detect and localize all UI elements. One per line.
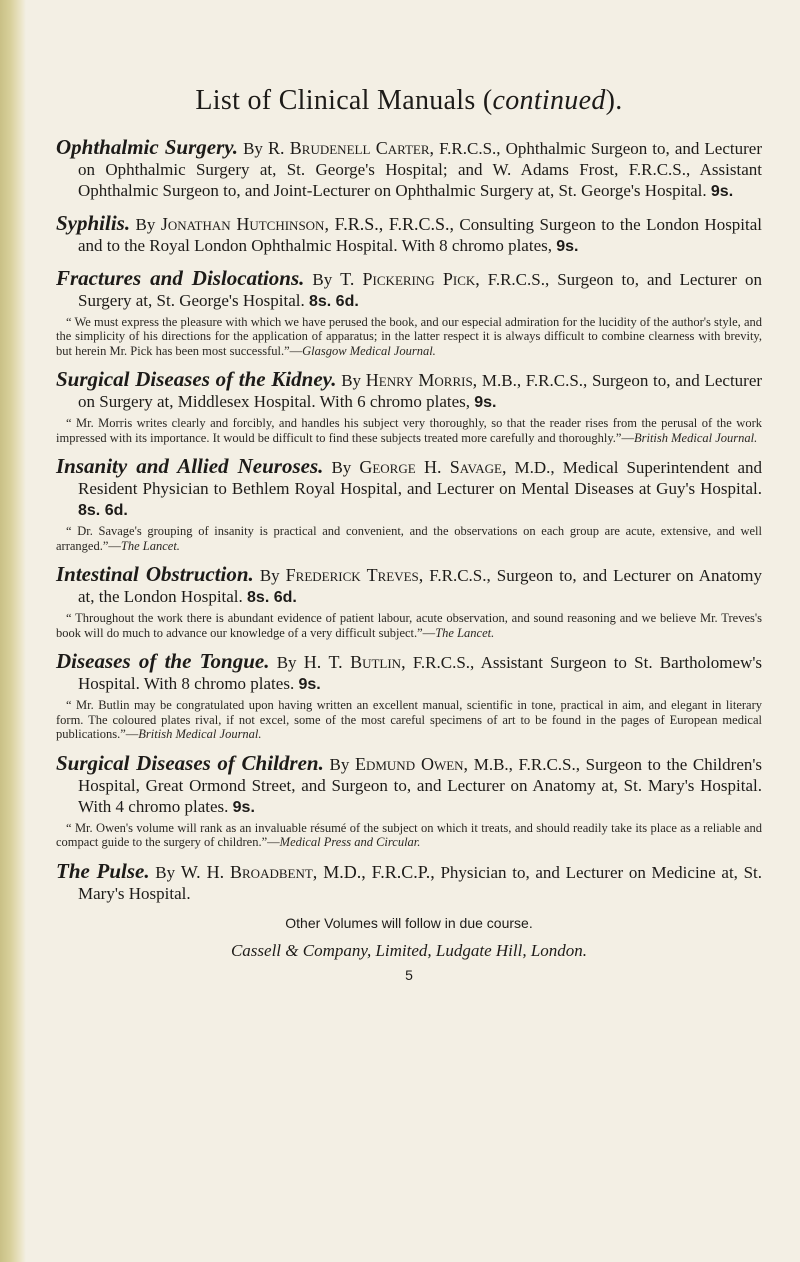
book-author: W. H. Broadbent, M.D., F.R.C.P., xyxy=(180,861,435,882)
page-spine-edge xyxy=(0,0,26,1262)
book-title: Syphilis. xyxy=(56,210,131,235)
book-entry xyxy=(56,564,762,640)
book-details: Consulting Surgeon to the London Hospital and to the Royal London Ophthalmic Hospital. With 8 chromo plates, xyxy=(78,214,763,255)
book-entry xyxy=(56,456,762,553)
book-details: M.D., Medical Superintendent and Resident Physician to Bethlem Royal Hospital, and Lecturer on Mental Diseases at Guy's Hospital. xyxy=(78,458,763,499)
book-details: F.R.C.S., Surgeon to, and Lecturer on Anatomy at, the London Hospital. xyxy=(78,566,763,607)
by-word: By xyxy=(243,138,263,158)
book-author: Henry Morris, xyxy=(365,370,478,391)
entry-heading xyxy=(56,265,762,312)
book-details: Physician to, and Lecturer on Medicine at, St. Mary's Hospital. xyxy=(78,862,763,903)
book-author: H. T. Butlin, xyxy=(303,652,406,673)
by-word: By xyxy=(312,269,333,289)
review-quote xyxy=(56,416,762,445)
running-head-continued: continued xyxy=(492,85,606,116)
by-word: By xyxy=(331,458,352,478)
review-quote xyxy=(56,821,762,850)
entry-heading xyxy=(56,210,763,257)
book-price: 9s. xyxy=(556,237,579,255)
review-quote xyxy=(56,315,762,359)
book-entry xyxy=(56,369,762,445)
review-source: The Lancet. xyxy=(435,625,495,640)
review-text: “ Throughout the work there is abundant evidence of patient labour, acute observation, and sound reasoning and we believe Mr. Treves's book will do much to advance our knowledge of a very difficult subject.”— xyxy=(56,611,762,640)
entry-heading xyxy=(56,651,762,695)
book-author: R. Brudenell Carter, xyxy=(267,137,435,158)
review-quote xyxy=(56,524,762,553)
review-text: “ We must express the pleasure with which we have perused the book, and our especial admiration for the lucidity of the author's style, and the simplicity of his directions for the application of apparatus; in the latter respect it is always difficult to combine clearness with brevity, but herein Mr. Pick has been most successful.”— xyxy=(56,314,762,358)
entry-heading xyxy=(56,369,762,413)
page-number: 5 xyxy=(405,966,413,983)
entry-heading xyxy=(56,564,762,608)
review-quote xyxy=(56,611,762,640)
review-source: Medical Press and Circular. xyxy=(279,835,421,850)
review-text: “ Mr. Owen's volume will rank as an invaluable résumé of the subject on which it treats, and should readily take its place as a reliable and compact guide to the surgery of children.”— xyxy=(56,820,762,850)
publisher-imprint: Cassell & Company, Limited, Ludgate Hill, London. xyxy=(230,940,588,960)
book-title: Diseases of the Tongue. xyxy=(56,649,270,674)
running-head-title: List of Clinical Manuals xyxy=(195,85,476,116)
book-details: M.B., F.R.C.S., Surgeon to, and Lecturer on Surgery at, Middlesex Hospital. With 6 chromo plates, xyxy=(78,371,763,412)
book-entry xyxy=(56,651,762,742)
book-author: Edmund Owen, xyxy=(354,753,469,774)
review-text: “ Mr. Morris writes clearly and forcibly, and handles his subject very thoroughly, so that the reader rises from the perusal of the work impressed with its importance. It would be difficult to find these subjects treated more carefully and thoroughly.”— xyxy=(56,416,762,445)
by-word: By xyxy=(341,371,362,391)
review-source: British Medical Journal. xyxy=(633,430,758,445)
review-quote xyxy=(56,698,762,742)
book-author: T. Pickering Pick, xyxy=(340,268,480,289)
book-price: 9s. xyxy=(710,182,734,200)
book-title: Intestinal Obstruction. xyxy=(56,562,254,587)
book-title: Ophthalmic Surgery. xyxy=(56,134,239,159)
book-details: F.R.C.S., Assistant Surgeon to St. Bartholomew's Hospital. With 8 chromo plates. xyxy=(78,653,763,694)
book-title: Insanity and Allied Neuroses. xyxy=(56,454,324,479)
running-head: List of Clinical Manuals (continued). xyxy=(195,85,623,116)
book-entry xyxy=(56,134,762,202)
entry-heading xyxy=(56,750,763,818)
by-word: By xyxy=(135,214,156,234)
footer-note: Other Volumes will follow in due course. xyxy=(285,914,533,931)
book-details: F.R.C.S., Ophthalmic Surgeon to, and Lecturer on Ophthalmic Surgery at, St. George's Hospital; and W. Adams Frost, F.R.C.S., Assistant Ophthalmic Surgeon to, and Joint-Lecturer on Ophthalmic Surgery at, St. George's Hospital. xyxy=(78,138,762,200)
entries-list xyxy=(56,134,763,904)
by-word: By xyxy=(155,862,176,882)
book-price: 8s. 6d. xyxy=(78,502,128,520)
book-price: 8s. 6d. xyxy=(247,589,297,607)
review-text: “ Mr. Butlin may be congratulated upon having written an excellent manual, scientific in tone, practical in aim, and elegant in literary form. The coloured plates rival, if not excel, some of the most careful specimens of art to be found in the pages of European medical publications.”— xyxy=(56,698,762,742)
review-source: The Lancet. xyxy=(120,538,180,553)
book-title: Fractures and Dislocations. xyxy=(56,265,305,290)
book-entry xyxy=(56,858,763,904)
book-author: Jonathan Hutchinson, F.R.S., F.R.C.S., xyxy=(160,213,454,234)
book-price: 9s. xyxy=(232,798,255,816)
review-source: Glasgow Medical Journal. xyxy=(302,343,436,358)
book-page xyxy=(56,86,762,983)
book-price: 8s. 6d. xyxy=(308,292,359,310)
book-details: F.R.C.S., Surgeon to, and Lecturer on Surgery at, St. George's Hospital. xyxy=(78,269,762,310)
entry-heading xyxy=(56,456,762,521)
book-entry xyxy=(56,265,762,359)
review-text: “ Dr. Savage's grouping of insanity is practical and convenient, and the observations on each group are acute, extensive, and well arranged.”— xyxy=(56,524,762,553)
book-price: 9s. xyxy=(474,394,497,412)
book-entry xyxy=(56,750,763,850)
by-word: By xyxy=(259,566,280,586)
entry-heading xyxy=(56,858,763,904)
book-title: Surgical Diseases of Children. xyxy=(56,750,324,775)
book-price: 9s. xyxy=(298,676,321,694)
by-word: By xyxy=(276,653,297,673)
entry-heading xyxy=(56,134,762,202)
book-author: George H. Savage, xyxy=(359,457,507,478)
book-details: M.B., F.R.C.S., Surgeon to the Children's Hospital, Great Ormond Street, and Surgeon to, and Lecturer on Anatomy at, St. Mary's Hospital. With 4 chromo plates. xyxy=(78,754,763,816)
book-author: Frederick Treves, xyxy=(285,565,424,586)
by-word: By xyxy=(329,754,350,774)
book-title: The Pulse. xyxy=(56,858,150,883)
book-entry xyxy=(56,210,763,257)
review-source: British Medical Journal. xyxy=(138,727,262,742)
book-title: Surgical Diseases of the Kidney. xyxy=(56,367,337,392)
